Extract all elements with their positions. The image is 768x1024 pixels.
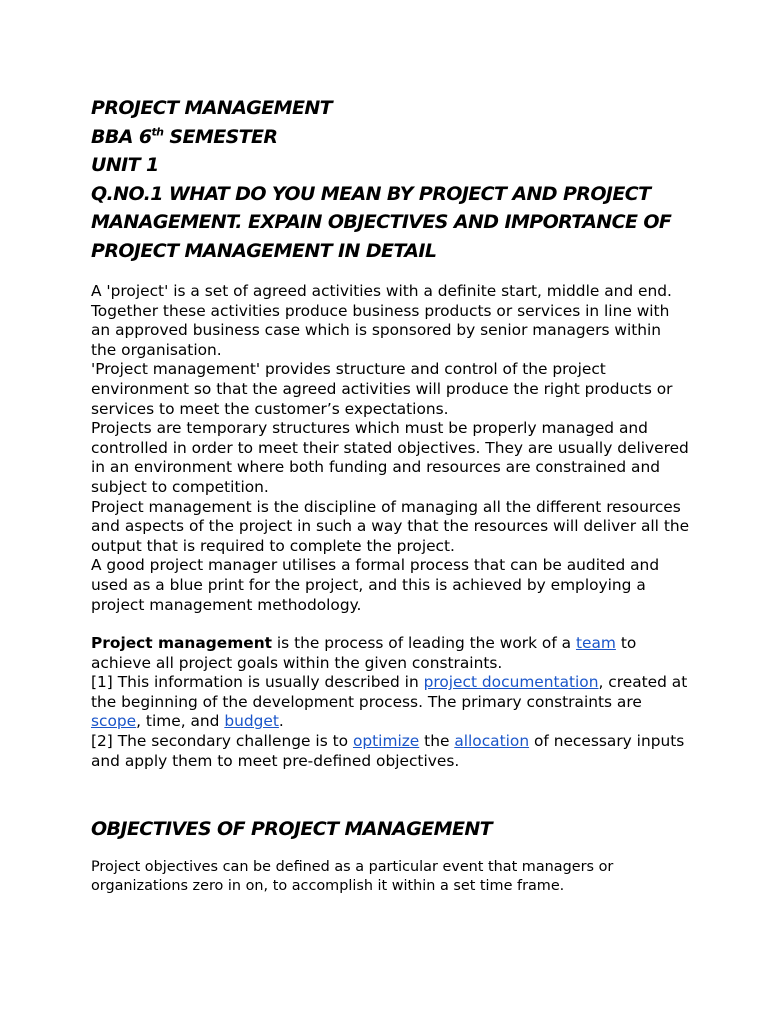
intro-paragraph [91, 282, 691, 615]
intro-sentence: Project management is the discipline of managing all the different resources and aspects of the project in such a way that the resources will deliver all the output that is required to complete the project. [91, 497, 690, 555]
definition-text: [1] This information is usually described in [91, 673, 424, 692]
objectives-paragraph: Project objectives can be defined as a particular event that managers or organizations zero in on, to accomplish it within a set time frame. [91, 858, 614, 894]
definition-text: . [278, 712, 284, 731]
unit-line: UNIT 1 [91, 154, 159, 176]
semester-prefix: BBA 6 [91, 125, 152, 148]
definition-text: is the process of leading the work of a [272, 634, 576, 653]
footnote-2-line [91, 732, 691, 771]
intro-sentence: Projects are temporary structures which must be properly managed and controlled in order to meet their stated objectives. They are usually delivered in an environment where both funding and resources are constrained and subject to competition. [91, 419, 689, 496]
definition-text: the [419, 732, 455, 751]
intro-sentence: A good project manager utilises a formal process that can be audited and used as a blue print for the project, and this is achieved by employing a project management methodology. [91, 556, 660, 614]
allocation-link[interactable]: allocation [454, 732, 530, 751]
bold-term: Project management [91, 634, 273, 653]
question-heading: Q.NO.1 WHAT DO YOU MEAN BY PROJECT AND PROJECT MANAGEMENT. EXPAIN OBJECTIVES AND IMPORTANCE OF PROJECT MANAGEMENT IN DETAIL [91, 182, 672, 262]
project-documentation-link[interactable]: project documentation [423, 673, 599, 692]
semester-superscript: th [151, 125, 164, 139]
semester-suffix: SEMESTER [163, 125, 278, 148]
document-content [91, 94, 691, 896]
definition-text: of necessary inputs and apply them to meet pre-defined objectives. [91, 732, 685, 770]
intro-sentence: 'Project management' provides structure and control of the project environment so that the agreed activities will produce the right products or services to meet the customer’s expectations. [91, 360, 673, 418]
definition-paragraph [91, 634, 691, 771]
definition-text: to achieve all project goals within the given constraints. [91, 634, 637, 672]
footnote-1-line [91, 673, 691, 732]
definition-line [91, 634, 691, 673]
optimize-link[interactable]: optimize [352, 732, 420, 751]
scope-link[interactable]: scope [91, 712, 137, 731]
semester-line [91, 123, 691, 152]
objectives-heading: OBJECTIVES OF PROJECT MANAGEMENT [91, 818, 492, 841]
intro-sentence: A 'project' is a set of agreed activities with a definite start, middle and end. Together these activities produce business products or services in line with an approved business case which is sponsored by senior managers within the organisation. [91, 282, 672, 359]
title-line: PROJECT MANAGEMENT [91, 97, 333, 119]
team-link[interactable]: team [575, 634, 616, 653]
definition-text: , time, and [136, 712, 225, 731]
definition-text: [2] The secondary challenge is to [91, 732, 353, 751]
budget-link[interactable]: budget [224, 712, 279, 731]
definition-text: , created at the beginning of the development process. The primary constraints are [91, 673, 688, 711]
